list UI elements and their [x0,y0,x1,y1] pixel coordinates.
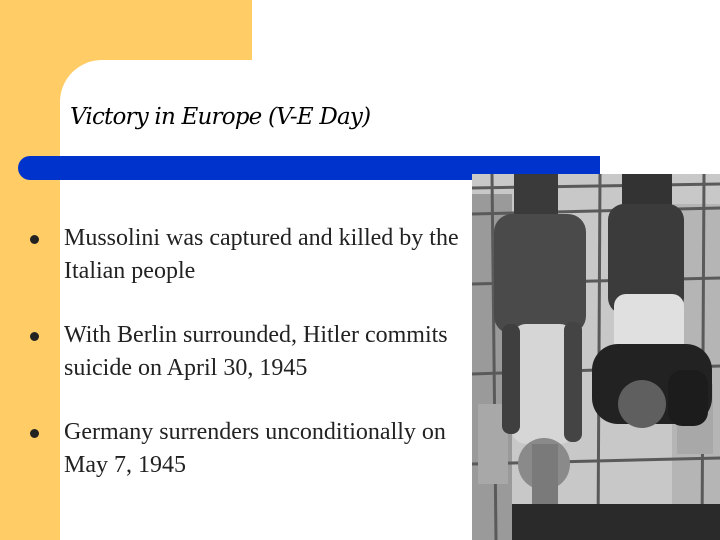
slide-title: Victory in Europe (V-E Day) [70,104,371,130]
historical-photo [472,174,720,540]
bullet-text: Germany surrenders unconditionally on May 7, 1945 [64,419,446,478]
bullet-dot-icon [30,235,39,244]
bullet-dot-icon [30,429,39,438]
bullet-item [30,319,460,385]
bullet-text: With Berlin surrounded, Hitler commits suicide on April 30, 1945 [64,322,448,381]
bullet-text: Mussolini was captured and killed by the Italian people [64,225,459,284]
bullet-dot-icon [30,332,39,341]
bullet-item [30,416,460,482]
bullet-list [30,222,460,513]
bullet-item [30,222,460,288]
photo-crowd [512,504,720,540]
